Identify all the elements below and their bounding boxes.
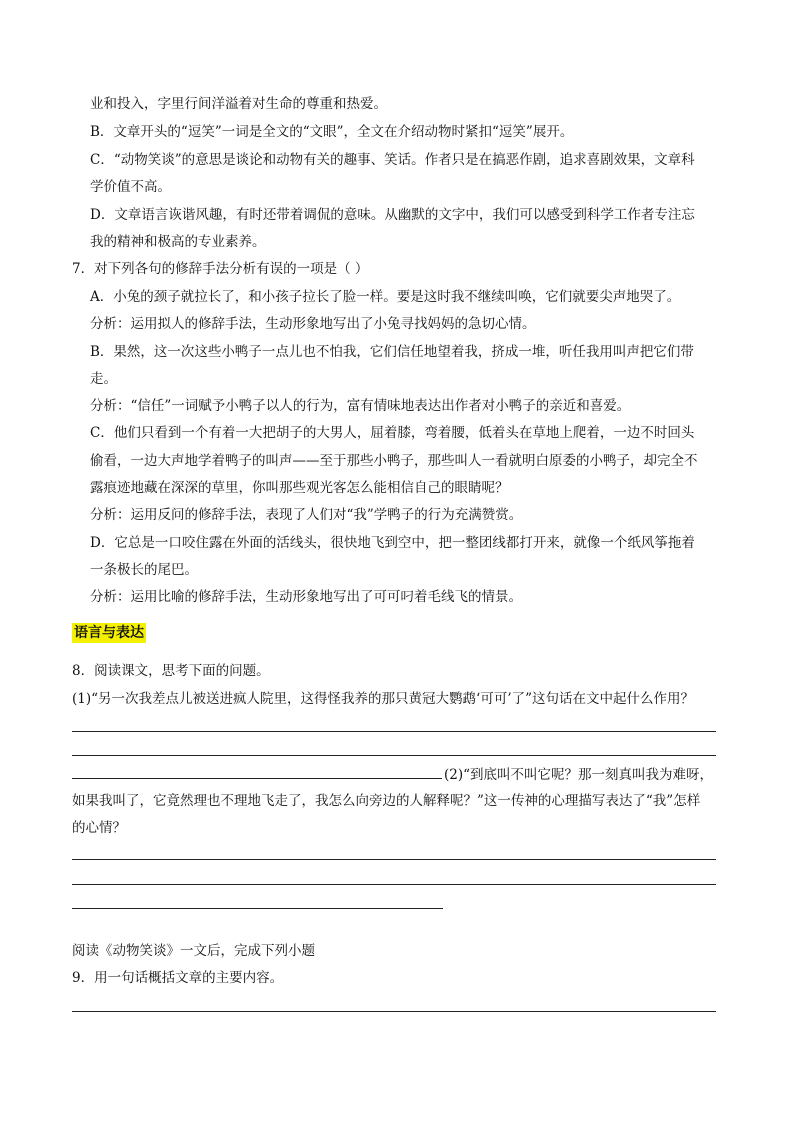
- q8-stem: 8．阅读课文，思考下面的问题。: [72, 663, 270, 679]
- answer-line[interactable]: [72, 764, 442, 779]
- answer-line[interactable]: [72, 859, 716, 860]
- q8-sub2-line1: [72, 764, 713, 784]
- q8-sub1: (1)“另一次我差点儿被送进疯人院里，这得怪我养的那只黄冠大鹦鹉‘可可’了”这句话在文中起什么作用？: [72, 691, 695, 707]
- answer-line[interactable]: [72, 755, 716, 756]
- q7-option-c-line1: C．他们只看到一个有着一大把胡子的大男人，屈着膝，弯着腰，低着头在草地上爬着，一边不时回头: [90, 425, 695, 441]
- q6-option-b: B．文章开头的“逗笑”一词是全文的“文眼”，全文在介绍动物时紧扣“逗笑”展开。: [90, 124, 574, 140]
- q7-option-d-analysis: 分析：运用比喻的修辞手法，生动形象地写出了可可叼着毛线飞的情景。: [90, 589, 522, 605]
- q6-option-d-line1: D．文章语言诙谐风趣，有时还带着调侃的意味。从幽默的文字中，我们可以感受到科学工作者专注忘: [90, 207, 695, 223]
- q7-option-a: A．小兔的颈子就拉长了，和小孩子拉长了脸一样。要是这时我不继续叫唤，它们就要尖声地哭了。: [90, 289, 681, 305]
- q8-sub2-line3: 的心情？: [72, 820, 126, 836]
- q7-stem: 7．对下列各句的修辞手法分析有误的一项是（ ）: [72, 261, 369, 277]
- answer-line[interactable]: [72, 908, 443, 909]
- section-title-language-expression: 语言与表达: [74, 625, 144, 641]
- q7-option-d-line1: D．它总是一口咬住露在外面的活线头，很快地飞到空中，把一整团线都打开来，就像一个纸风筝拖着: [90, 535, 695, 551]
- q6-option-a-continued: 业和投入，字里行间洋溢着对生命的尊重和热爱。: [90, 96, 387, 112]
- q9-stem: 9．用一句话概括文章的主要内容。: [72, 970, 284, 986]
- q7-option-c-line2: 偷看，一边大声地学着鸭子的叫声——至于那些小鸭子，那些叫人一看就明白原委的小鸭子，却完全不: [90, 453, 698, 469]
- q7-option-c-line3: 露痕迹地藏在深深的草里，你叫那些观光客怎么能相信自己的眼睛呢？: [90, 480, 509, 496]
- reading-intro: 阅读《动物笑谈》一文后，完成下列小题: [72, 943, 315, 959]
- q8-sub2-line2: 如果我叫了，它竟然理也不理地飞走了，我怎么向旁边的人解释呢？”这一传神的心理描写表达了“我”怎样: [72, 793, 701, 809]
- q7-option-b-line1: B．果然，这一次这些小鸭子一点儿也不怕我，它们信任地望着我，挤成一堆，听任我用叫声把它们带: [90, 344, 694, 360]
- q6-option-d-line2: 我的精神和极高的专业素养。: [90, 234, 266, 250]
- q6-option-c-line2: 学价值不高。: [90, 179, 171, 195]
- q7-option-b-analysis: 分析：“信任”一词赋予小鸭子以人的行为，富有情味地表达出作者对小鸭子的亲近和喜爱。: [90, 398, 631, 414]
- q7-option-b-line2: 走。: [90, 371, 117, 387]
- q7-option-d-line2: 一条极长的尾巴。: [90, 562, 198, 578]
- answer-line[interactable]: [72, 884, 716, 885]
- answer-line[interactable]: [72, 731, 716, 732]
- q8-sub2-start: (2)“到底叫不叫它呢？那一刻真叫我为难呀，: [444, 767, 714, 783]
- q7-option-a-analysis: 分析：运用拟人的修辞手法，生动形象地写出了小兔寻找妈妈的急切心情。: [90, 316, 536, 332]
- q7-option-c-analysis: 分析：运用反问的修辞手法，表现了人们对“我”学鸭子的行为充满赞赏。: [90, 507, 523, 523]
- answer-line[interactable]: [72, 1011, 716, 1012]
- q6-option-c-line1: C．“动物笑谈”的意思是谈论和动物有关的趣事、笑话。作者只是在搞恶作剧，追求喜剧效果，文章科: [90, 152, 695, 168]
